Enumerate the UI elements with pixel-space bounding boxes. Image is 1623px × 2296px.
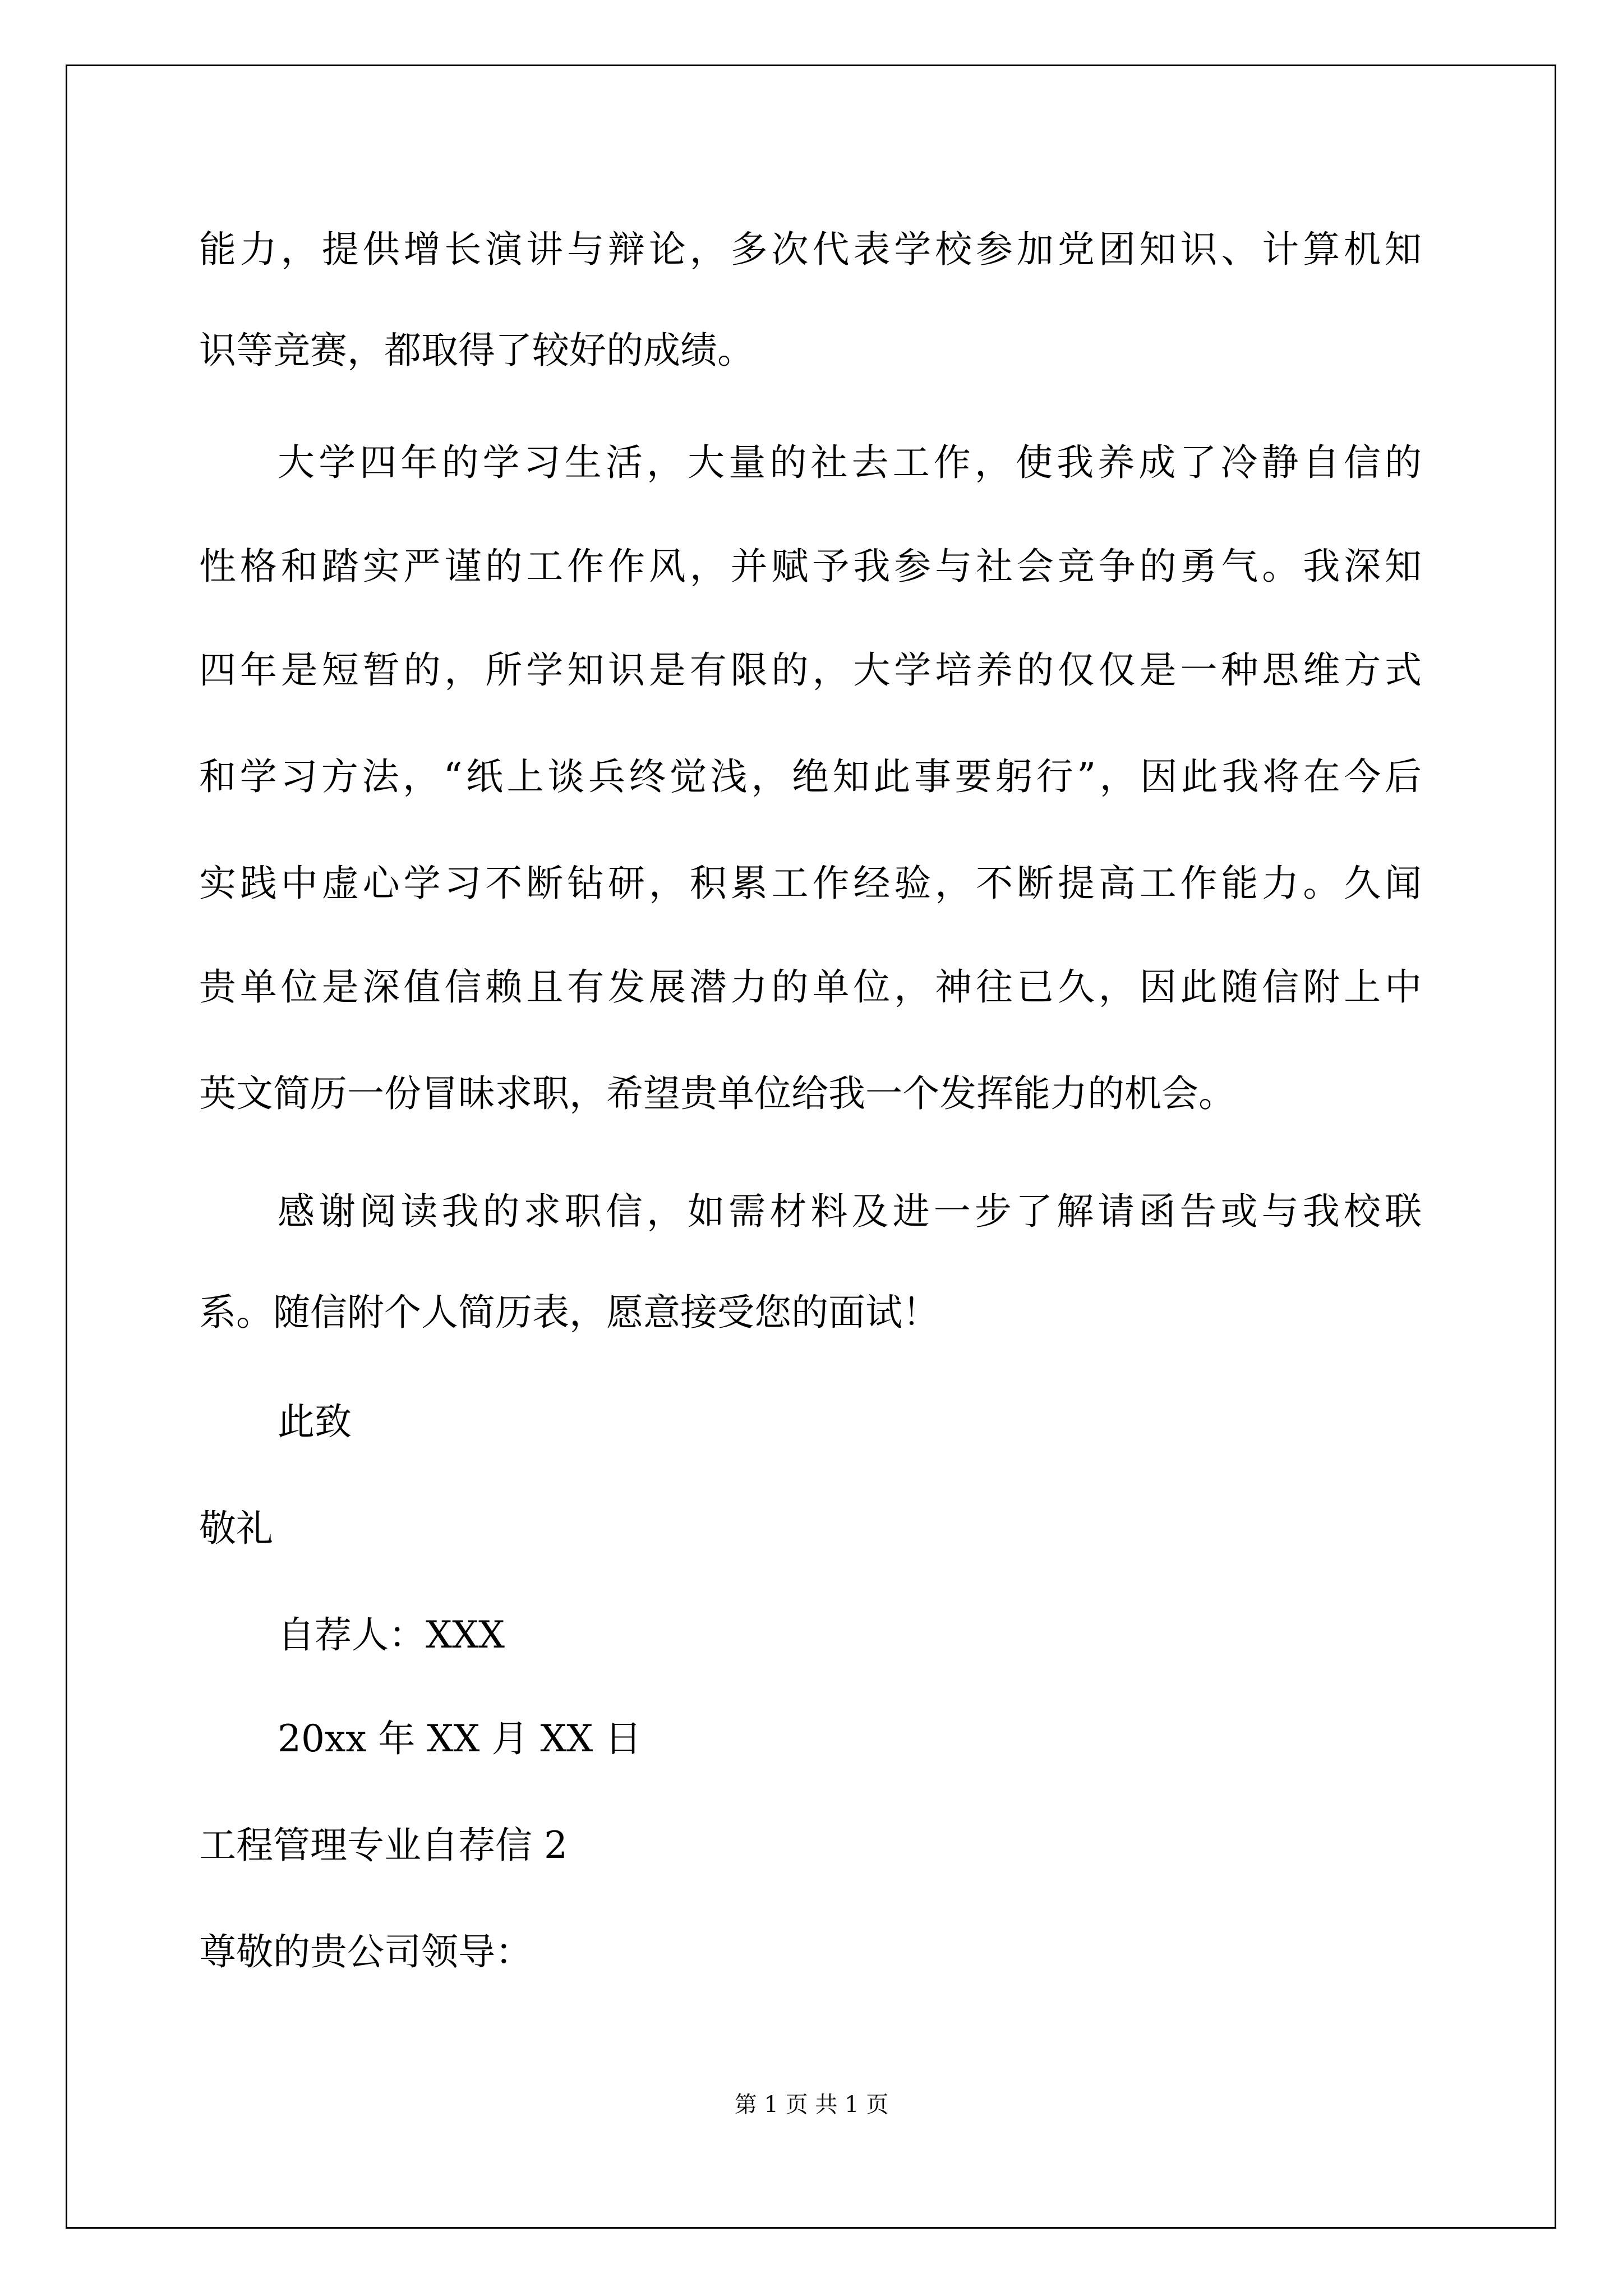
paragraph-line: 系。随信附个人简历表，愿意接受您的面试！ (199, 1291, 939, 1334)
paragraph-line: 贵单位是深值信赖且有发展潜力的单位，神往已久，因此随信附上中 (199, 965, 1422, 1009)
paragraph-line: 感谢阅读我的求职信，如需材料及进一步了解请函告或与我校联 (278, 1190, 1422, 1233)
paragraph-line: 性格和踏实严谨的工作作风，并赋予我参与社会竞争的勇气。我深知 (199, 545, 1422, 588)
page-footer: 第 1 页 共 1 页 (734, 2092, 889, 2118)
paragraph-line: 识等竞赛，都取得了较好的成绩。 (199, 329, 754, 372)
section-title: 工程管理专业自荐信 2 (199, 1824, 568, 1867)
date: 20xx 年 XX 月 XX 日 (278, 1717, 642, 1760)
paragraph-line: 大学四年的学习生活，大量的社去工作，使我养成了冷静自信的 (278, 441, 1422, 484)
paragraph-line: 和学习方法，“纸上谈兵终觉浅，绝知此事要躬行”，因此我将在今后 (199, 755, 1422, 798)
page-border (66, 65, 1556, 2229)
paragraph-line: 英文简历一份冒昧求职，希望贵单位给我一个发挥能力的机会。 (199, 1072, 1235, 1115)
paragraph-line: 四年是短暂的，所学知识是有限的，大学培养的仅仅是一种思维方式 (199, 648, 1422, 692)
closing-cizhi: 此致 (278, 1400, 352, 1443)
paragraph-line: 能力，提供增长演讲与辩论，多次代表学校参加党团知识、计算机知 (199, 228, 1422, 271)
signer: 自荐人：XXX (278, 1613, 505, 1657)
closing-jingli: 敬礼 (199, 1507, 273, 1550)
salutation: 尊敬的贵公司领导： (199, 1930, 532, 1973)
paragraph-line: 实践中虚心学习不断钻研，积累工作经验，不断提高工作能力。久闻 (199, 862, 1422, 905)
